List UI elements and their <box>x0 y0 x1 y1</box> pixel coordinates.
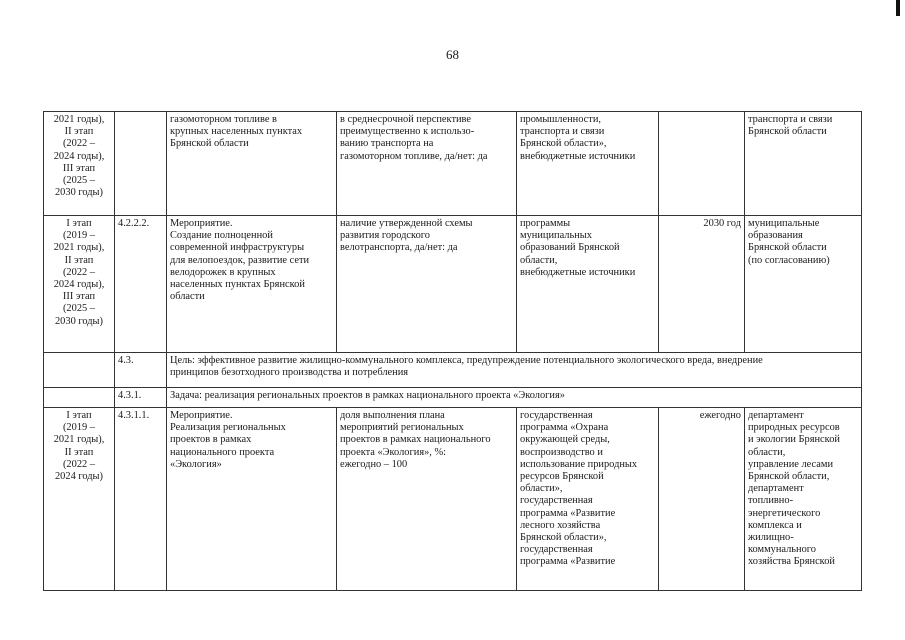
code-cell: 4.2.2.2. <box>115 216 167 353</box>
activity-cell: Мероприятие. Реализация региональных проектов в рамках национального проекта «Экология» <box>167 408 337 591</box>
deadline-cell: ежегодно <box>659 408 745 591</box>
goal-text: Цель: эффективное развитие жилищно-коммунального комплекса, предупреждение потенциального экологического вреда, внедрение принципов безотходного производства и потребления <box>167 353 862 388</box>
code-cell: 4.3. <box>115 353 167 388</box>
code-cell: 4.3.1.1. <box>115 408 167 591</box>
stage-cell <box>44 388 115 408</box>
table-row-task <box>44 388 862 408</box>
code-cell <box>115 112 167 216</box>
responsible-cell: транспорта и связи Брянской области <box>745 112 862 216</box>
stage-cell: I этап (2019 – 2021 годы), II этап (2022 – 2024 годы), III этап (2025 – 2030 годы) <box>44 216 115 353</box>
table-row-goal <box>44 353 862 388</box>
responsible-cell: департамент природных ресурсов и экологии Брянской области, управление лесами Брянской области, департамент топливно- энергетического комплекса и жилищно- коммунального хозяйства Брянской <box>745 408 862 591</box>
stage-cell: I этап (2019 – 2021 годы), II этап (2022 – 2024 годы) <box>44 408 115 591</box>
table-row <box>44 112 862 216</box>
indicator-cell: в среднесрочной перспективе преимущественно к использо- ванию транспорта на газомоторном топливе, да/нет: да <box>337 112 517 216</box>
indicator-cell: доля выполнения плана мероприятий региональных проектов в рамках национального проекта «Экология», %: ежегодно – 100 <box>337 408 517 591</box>
activity-cell: Мероприятие. Создание полноценной современной инфраструктуры для велопоездок, развитие сети велодорожек в крупных населенных пунктах Брянской области <box>167 216 337 353</box>
funding-source-cell: государственная программа «Охрана окружающей среды, воспроизводство и использование природных ресурсов Брянской области», государственная программа «Развитие лесного хозяйства Брянской области», государственная программа «Развитие <box>517 408 659 591</box>
deadline-cell <box>659 112 745 216</box>
stage-cell: 2021 годы), II этап (2022 – 2024 годы), III этап (2025 – 2030 годы) <box>44 112 115 216</box>
page-number: 68 <box>446 47 459 62</box>
responsible-cell: муниципальные образования Брянской области (по согласованию) <box>745 216 862 353</box>
code-cell: 4.3.1. <box>115 388 167 408</box>
indicator-cell: наличие утвержденной схемы развития городского велотранспорта, да/нет: да <box>337 216 517 353</box>
table-row <box>44 216 862 353</box>
stage-cell <box>44 353 115 388</box>
activities-table <box>43 111 862 591</box>
scan-edge-mark <box>896 0 900 16</box>
table-row <box>44 408 862 591</box>
task-text: Задача: реализация региональных проектов в рамках национального проекта «Экология» <box>167 388 862 408</box>
funding-source-cell: промышленности, транспорта и связи Брянской области», внебюджетные источники <box>517 112 659 216</box>
deadline-cell: 2030 год <box>659 216 745 353</box>
funding-source-cell: программы муниципальных образований Брянской области, внебюджетные источники <box>517 216 659 353</box>
activity-cell: газомоторном топливе в крупных населенных пунктах Брянской области <box>167 112 337 216</box>
